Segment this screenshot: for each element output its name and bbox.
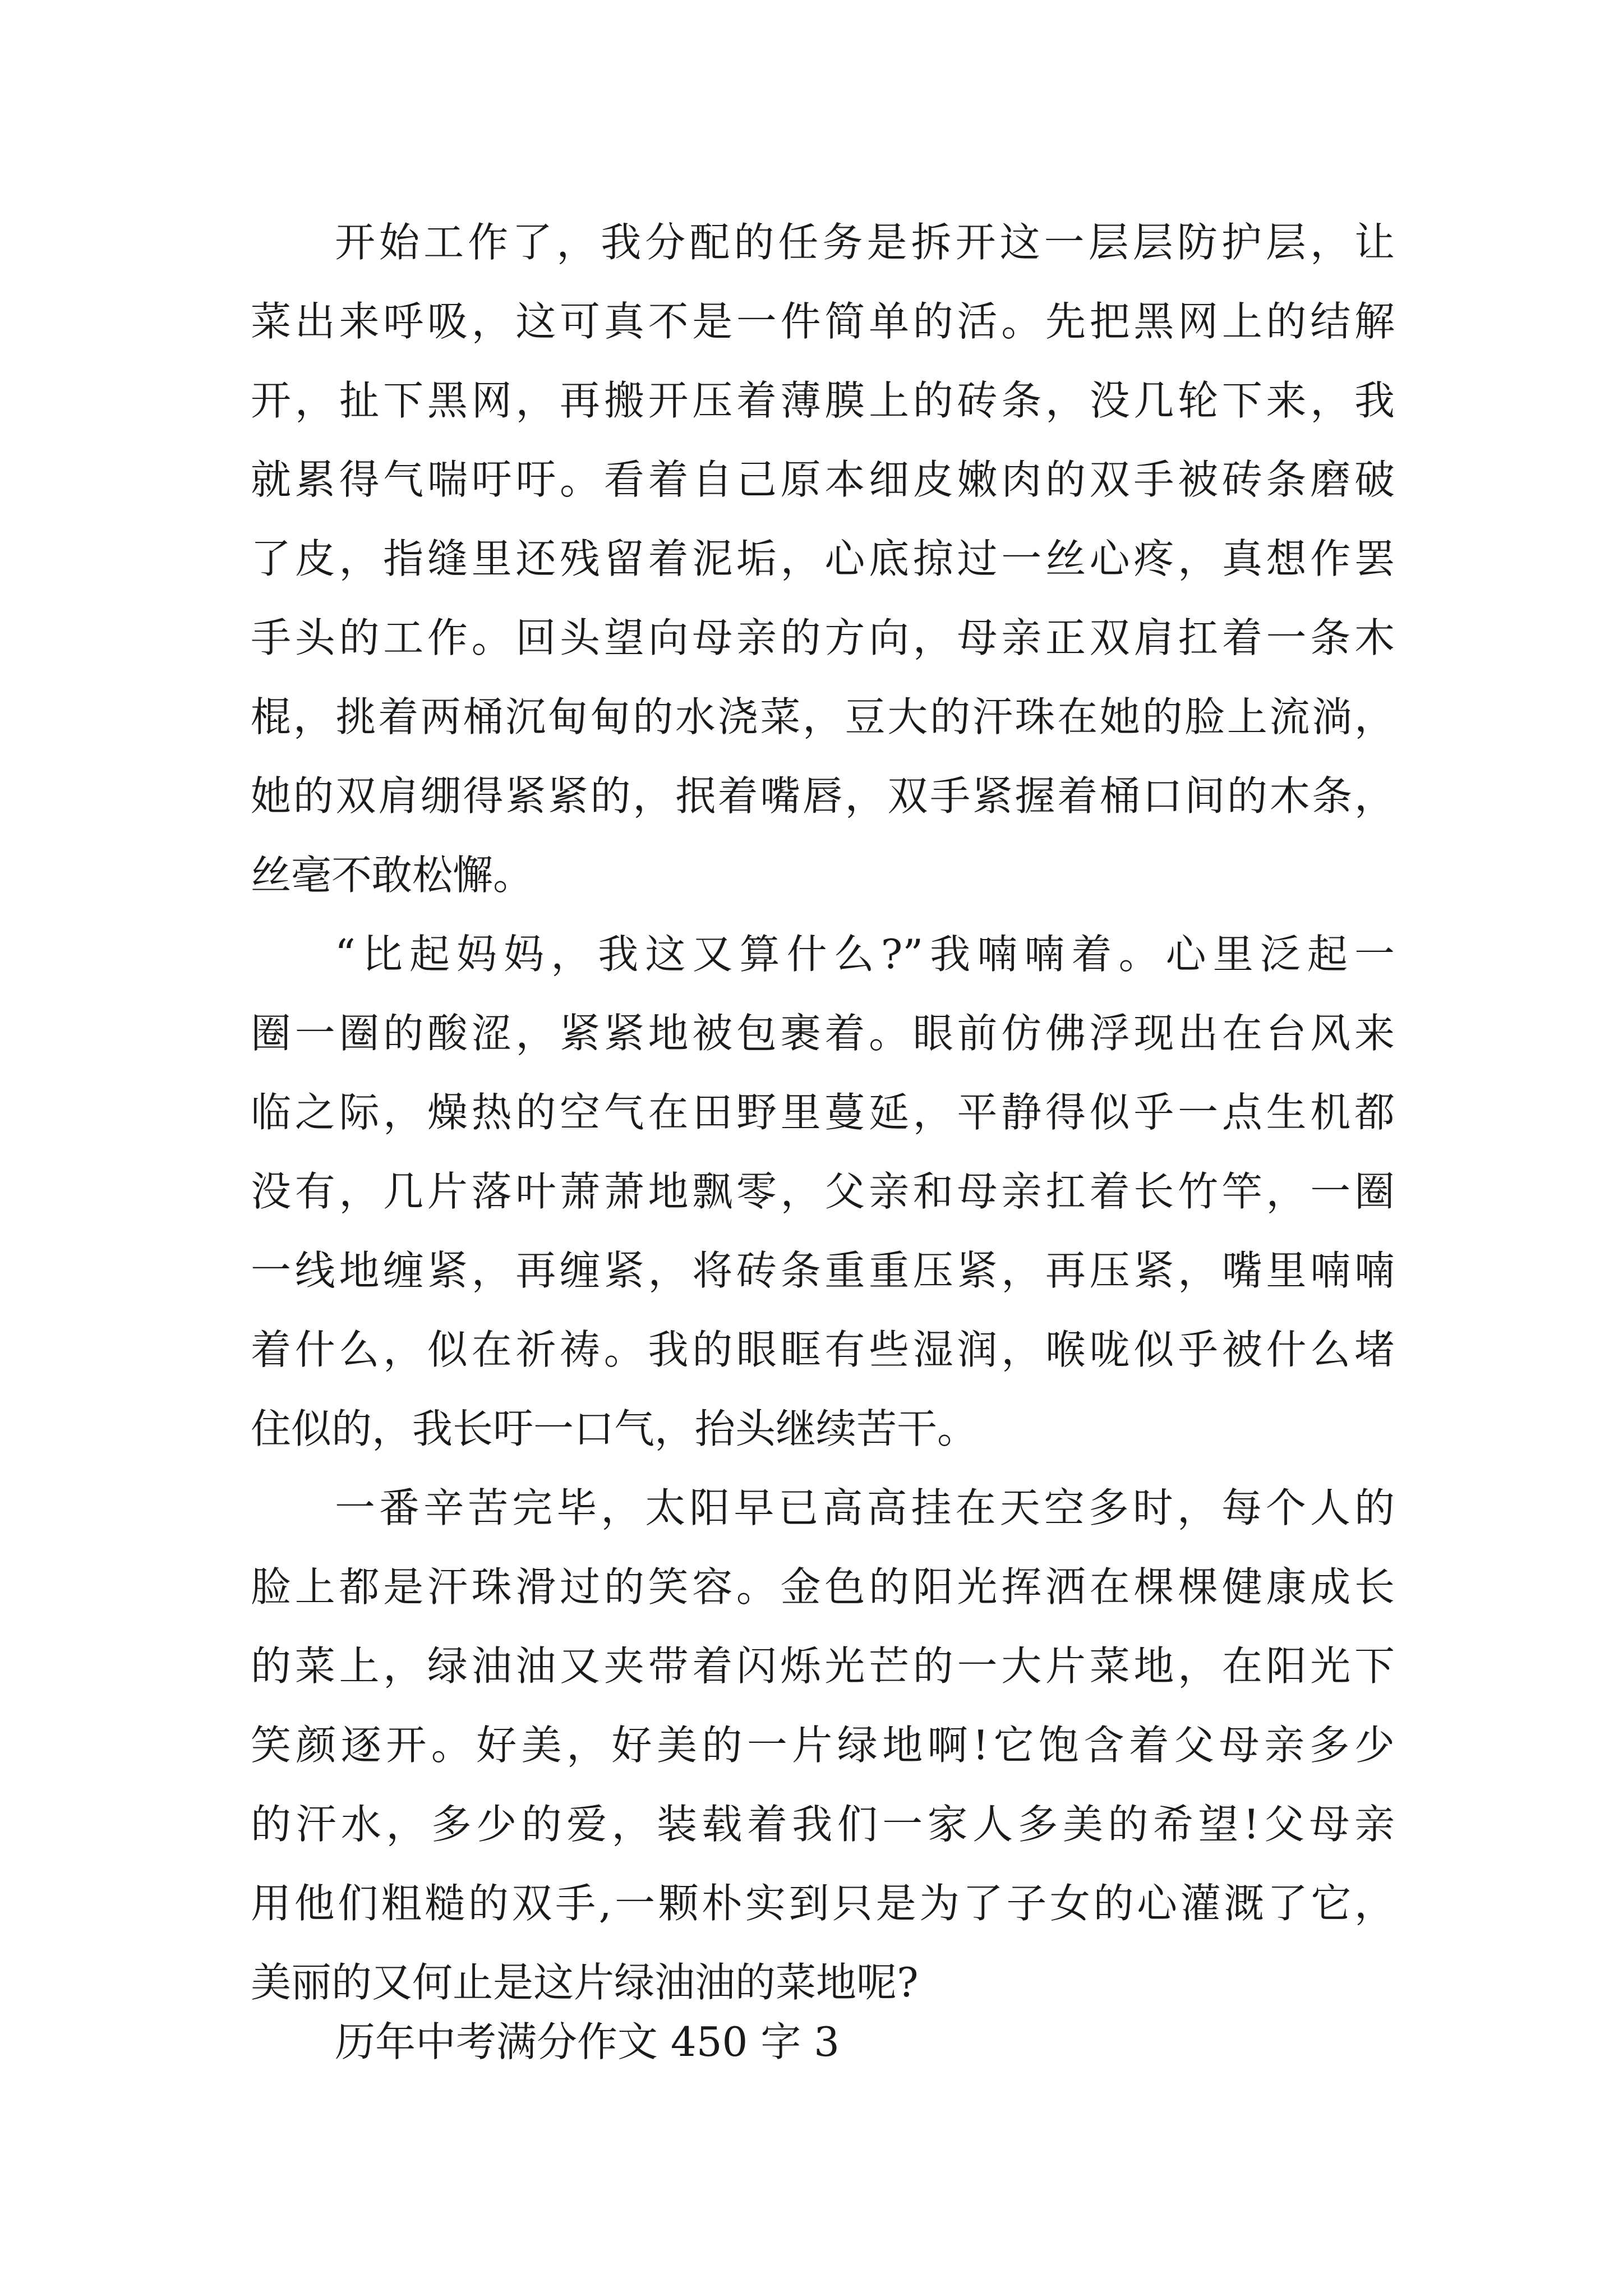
section-heading: 历年中考满分作文 450 字 3 bbox=[335, 2018, 840, 2065]
paragraph-line: 脸上都是汗珠滑过的笑容。金色的阳光挥洒在棵棵健康成长 bbox=[251, 1563, 1395, 1611]
paragraph-line: 一番辛苦完毕，太阳早已高高挂在天空多时，每个人的 bbox=[335, 1484, 1395, 1531]
paragraph-line: 笑颜逐开。好美，好美的一片绿地啊!它饱含着父母亲多少 bbox=[251, 1722, 1395, 1769]
paragraph-line: 没有，几片落叶萧萧地飘零，父亲和母亲扛着长竹竿，一圈 bbox=[251, 1168, 1395, 1215]
paragraph-line: 她的双肩绷得紧紧的，抿着嘴唇，双手紧握着桶口间的木条， bbox=[251, 772, 1395, 820]
paragraph-line: 着什么，似在祈祷。我的眼眶有些湿润，喉咙似乎被什么堵 bbox=[251, 1326, 1395, 1373]
paragraph-line: 菜出来呼吸，这可真不是一件简单的活。先把黑网上的结解 bbox=[251, 298, 1395, 345]
paragraph-2 bbox=[251, 915, 1395, 1469]
paragraph-line: 美丽的又何止是这片绿油油的菜地呢? bbox=[251, 1959, 919, 2006]
paragraph-line: 住似的，我长吁一口气，抬头继续苦干。 bbox=[251, 1405, 978, 1452]
paragraph-3 bbox=[251, 1469, 1395, 2022]
paragraph-line: 开，扯下黑网，再搬开压着薄膜上的砖条，没几轮下来，我 bbox=[251, 377, 1395, 424]
paragraph-line: 一线地缠紧，再缠紧，将砖条重重压紧，再压紧，嘴里喃喃 bbox=[251, 1247, 1395, 1294]
paragraph-line: 了皮，指缝里还残留着泥垢，心底掠过一丝心疼，真想作罢 bbox=[251, 535, 1395, 582]
paragraph-line: 手头的工作。回头望向母亲的方向，母亲正双肩扛着一条木 bbox=[251, 614, 1395, 661]
paragraph-line: 圈一圈的酸涩，紧紧地被包裹着。眼前仿佛浮现出在台风来 bbox=[251, 1010, 1395, 1057]
paragraph-line: 用他们粗糙的双手,一颗朴实到只是为了子女的心灌溉了它， bbox=[251, 1880, 1395, 1927]
paragraph-line: “比起妈妈，我这又算什么?”我喃喃着。心里泛起一 bbox=[335, 931, 1395, 978]
paragraph-line: 就累得气喘吁吁。看着自己原本细皮嫩肉的双手被砖条磨破 bbox=[251, 456, 1395, 503]
paragraph-line: 丝毫不敢松懈。 bbox=[251, 852, 534, 899]
paragraph-line: 的菜上，绿油油又夹带着闪烁光芒的一大片菜地，在阳光下 bbox=[251, 1642, 1395, 1690]
paragraph-line: 临之际，燥热的空气在田野里蔓延，平静得似乎一点生机都 bbox=[251, 1089, 1395, 1136]
paragraph-1 bbox=[251, 203, 1395, 915]
paragraph-line: 的汗水，多少的爱，装载着我们一家人多美的希望!父母亲 bbox=[251, 1801, 1395, 1848]
paragraph-line: 开始工作了，我分配的任务是拆开这一层层防护层，让 bbox=[335, 219, 1395, 266]
paragraph-line: 棍，挑着两桶沉甸甸的水浇菜，豆大的汗珠在她的脸上流淌， bbox=[251, 693, 1395, 740]
